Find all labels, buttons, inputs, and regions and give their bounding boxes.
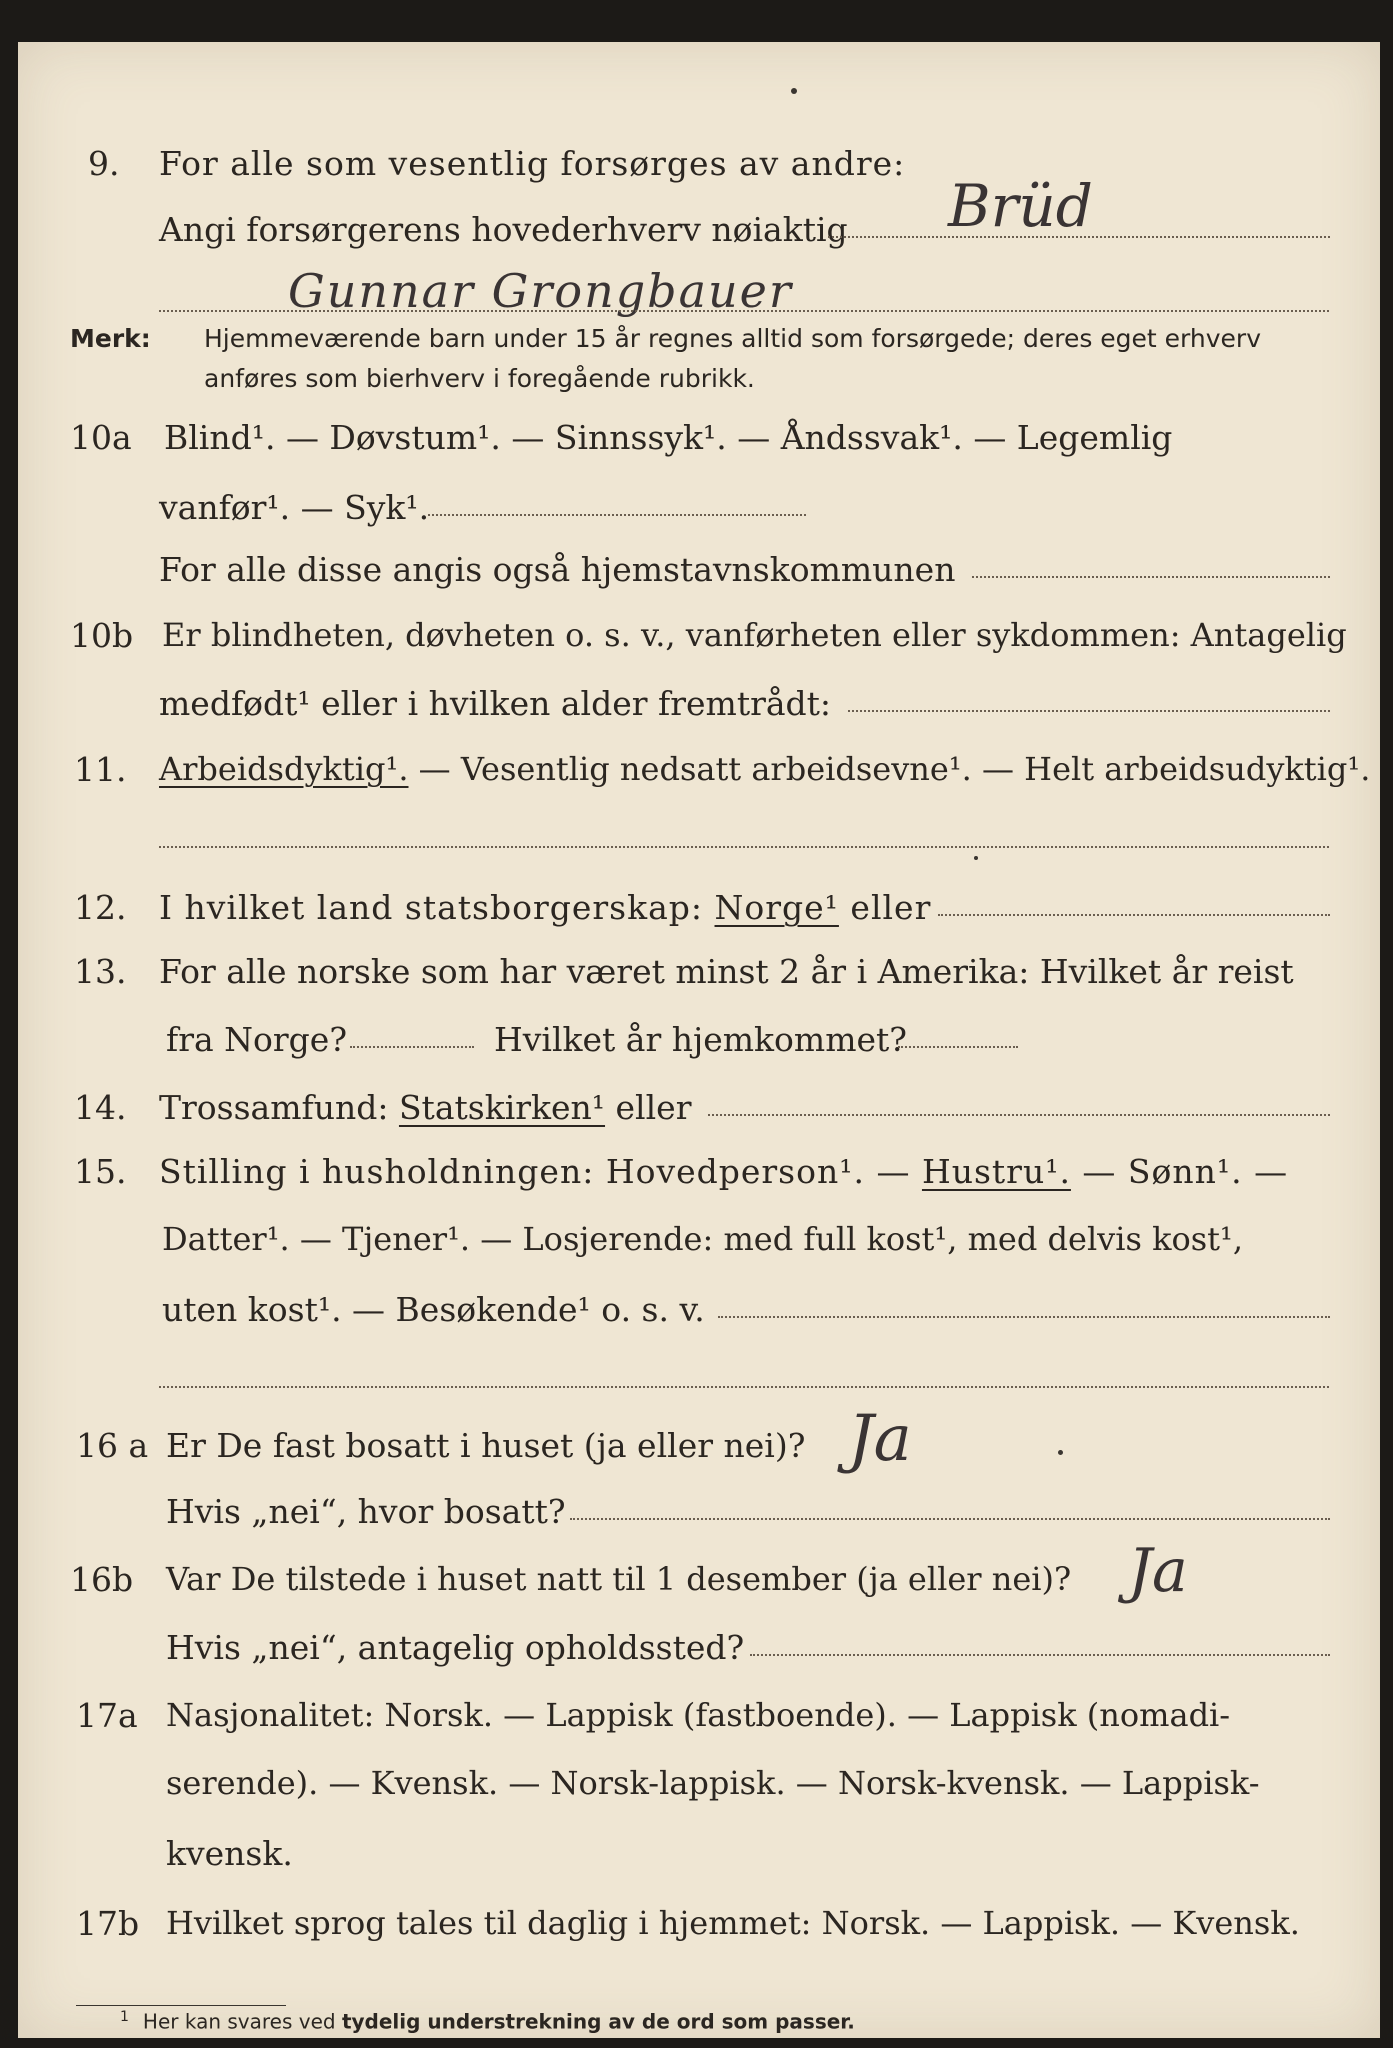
question-text: For alle som vesentlig forsørges av andre:	[159, 144, 906, 183]
question-number: 15.	[74, 1152, 127, 1191]
answer-line[interactable]	[972, 576, 1330, 578]
handwritten-answer: Ja	[1128, 1536, 1188, 1606]
question-text: For alle norske som har været minst 2 år i Amerika: Hvilket år reist	[159, 952, 1294, 991]
ink-dot	[974, 856, 978, 860]
question-number: 10b	[70, 616, 134, 655]
question-text: Hvilket sprog tales til daglig i hjemmet: Norsk. — Lappisk. — Kvensk.	[166, 1904, 1300, 1942]
answer-line[interactable]	[708, 1114, 1330, 1116]
question-text-pre: I hvilket land statsborgerskap:	[159, 888, 715, 927]
question-text: uten kost¹. — Besøkende¹ o. s. v.	[162, 1290, 705, 1329]
handwritten-answer: Ja	[848, 1402, 912, 1476]
ink-dot	[791, 88, 797, 94]
ink-dot	[1058, 1450, 1063, 1455]
answer-line[interactable]	[750, 1654, 1330, 1656]
question-text: Er De fast bosatt i huset (ja eller nei)?	[166, 1426, 806, 1465]
answer-line[interactable]	[159, 310, 1329, 312]
underlined-answer: Arbeidsdyktig¹.	[159, 750, 409, 788]
footnote-text-bold: tydelig understrekning av de ord som passer.	[341, 2009, 855, 2034]
question-text-post: eller	[605, 1088, 692, 1127]
question-text	[159, 888, 931, 927]
question-text: Blind¹. — Døvstum¹. — Sinnssyk¹. — Åndssvak¹. — Legemlig	[164, 418, 1173, 457]
answer-line[interactable]	[848, 710, 1330, 712]
answer-line[interactable]	[718, 1316, 1330, 1318]
question-text: Datter¹. — Tjener¹. — Losjerende: med full kost¹, med delvis kost¹,	[162, 1220, 1244, 1258]
footnote-divider	[76, 2005, 286, 2006]
note-text: Hjemmeværende barn under 15 år regnes alltid som forsørgede; deres eget erhverv	[204, 324, 1261, 353]
answer-line[interactable]	[570, 1518, 1330, 1520]
footnote-mark: 1	[120, 2009, 129, 2025]
question-number: 11.	[74, 750, 127, 789]
question-text-pre: Stilling i husholdningen: Hovedperson¹. —	[159, 1152, 922, 1191]
footnote	[120, 2009, 855, 2034]
question-text	[159, 1088, 691, 1127]
question-number: 10a	[70, 418, 132, 457]
question-text: Hvilket år hjemkommet?	[494, 1020, 907, 1059]
question-text: Var De tilstede i huset natt til 1 desember (ja eller nei)?	[166, 1560, 1072, 1598]
handwritten-answer: Gunnar Grongbauer	[288, 264, 793, 318]
answer-line[interactable]	[428, 514, 806, 516]
question-text	[159, 1152, 1288, 1191]
underlined-answer: Statskirken¹	[398, 1088, 606, 1127]
answer-line[interactable]	[159, 1386, 1329, 1388]
question-text-pre: Trossamfund:	[159, 1088, 399, 1127]
question-text: Angi forsørgerens hovederhverv nøiaktig	[159, 210, 848, 249]
question-text: Hvis „nei“, antagelig opholdssted?	[166, 1628, 745, 1667]
answer-line[interactable]	[350, 1046, 474, 1048]
question-text-rest: — Vesentlig nedsatt arbeidsevne¹. — Helt arbeidsudyktig¹.	[408, 750, 1371, 788]
underlined-answer: Norge¹	[714, 888, 839, 927]
question-text: vanfør¹. — Syk¹.	[159, 488, 430, 527]
question-number: 12.	[74, 888, 127, 927]
footnote-text: Her kan svares ved	[142, 2009, 342, 2034]
question-number: 16b	[70, 1560, 134, 1599]
underlined-answer: Hustru¹.	[921, 1152, 1071, 1191]
question-number: 14.	[74, 1088, 127, 1127]
question-number: 17a	[76, 1696, 138, 1735]
answer-line[interactable]	[159, 846, 1329, 848]
question-text: For alle disse angis også hjemstavnskommunen	[159, 550, 956, 589]
question-text: medfødt¹ eller i hvilken alder fremtrådt:	[159, 684, 832, 723]
question-text: kvensk.	[166, 1834, 293, 1873]
question-number: 17b	[76, 1904, 140, 1943]
question-text: Hvis „nei“, hvor bosatt?	[166, 1492, 566, 1531]
answer-line[interactable]	[938, 914, 1330, 916]
question-text-post: — Sønn¹. —	[1070, 1152, 1289, 1191]
question-number: 9.	[88, 144, 120, 183]
question-text: fra Norge?	[166, 1020, 348, 1059]
question-number: 13.	[74, 952, 127, 991]
census-form-page	[18, 42, 1380, 2038]
handwritten-answer: Brüd	[948, 172, 1093, 240]
question-text	[159, 750, 1370, 788]
note-label: Merk:	[70, 324, 151, 353]
question-text: Nasjonalitet: Norsk. — Lappisk (fastboende). — Lappisk (nomadi-	[166, 1696, 1231, 1734]
note-text: anføres som bierhverv i foregående rubrikk.	[204, 364, 755, 393]
question-text: serende). — Kvensk. — Norsk-lappisk. — Norsk-kvensk. — Lappisk-	[166, 1764, 1260, 1802]
question-text-post: eller	[838, 888, 932, 927]
question-text: Er blindheten, døvheten o. s. v., vanførheten eller sykdommen: Antagelig	[162, 616, 1347, 654]
question-number: 16 a	[76, 1426, 149, 1465]
answer-line[interactable]	[898, 1046, 1018, 1048]
